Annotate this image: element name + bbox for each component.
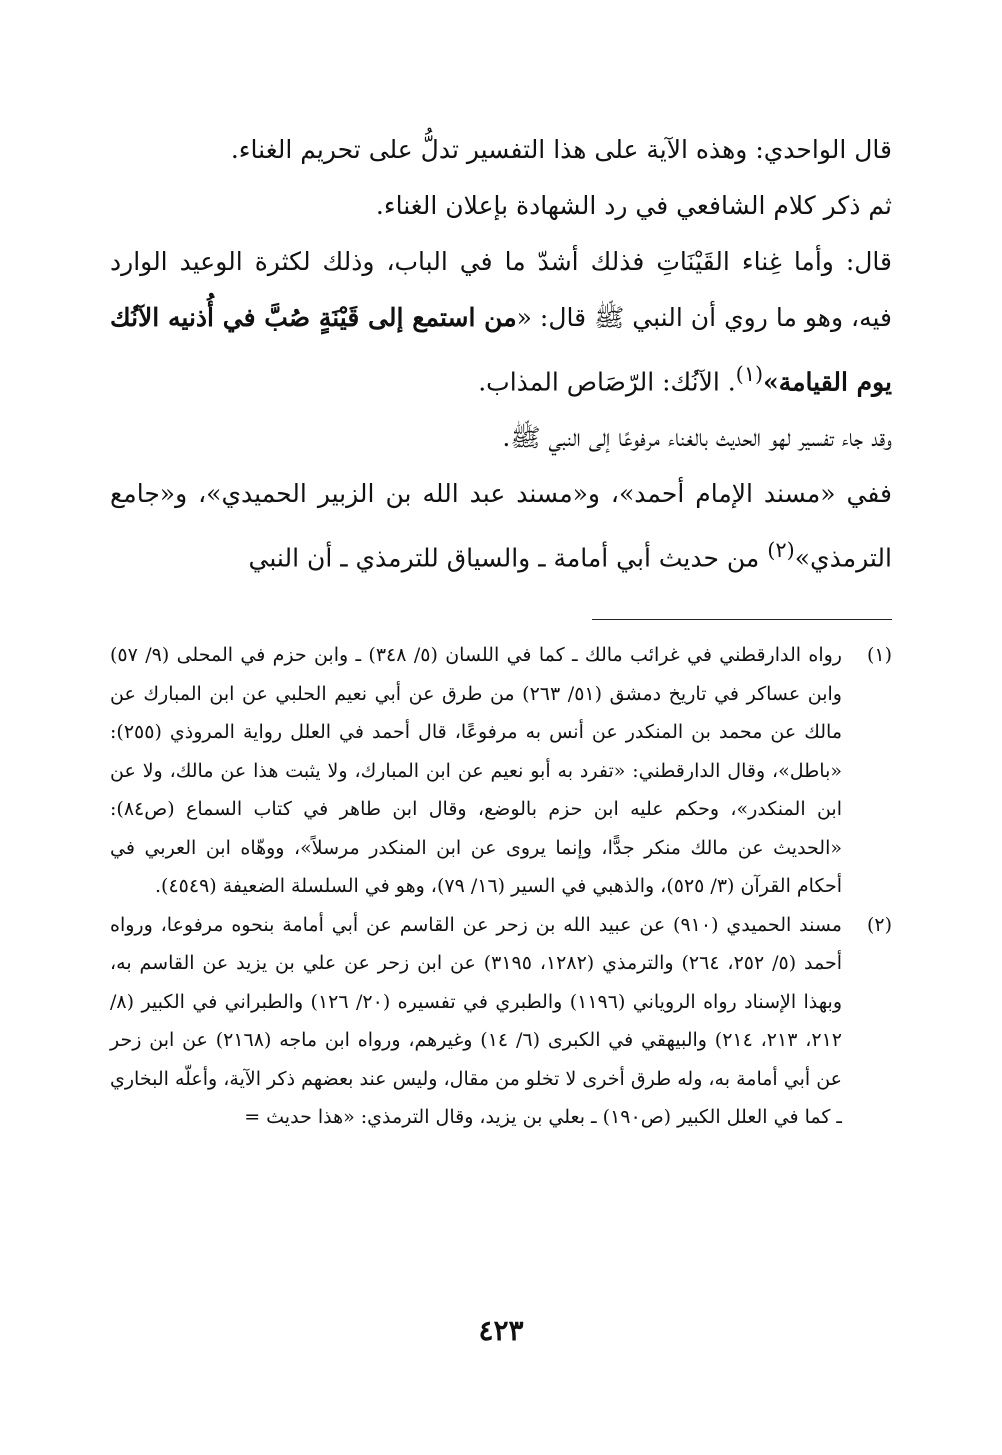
page-number: ٤٢٣ <box>478 1314 524 1347</box>
paragraph-3-start: قال: وأما غِناء القَيْنَاتِ فذلك أشدّ ما في الباب، وذلك لكثرة الوعيد الوارد فيه، وهو ما روي أن النبي ﷺ قال: « <box>110 247 892 332</box>
paragraph-2: ثم ذكر كلام الشافعي في رد الشهادة بإعلان الغناء. <box>375 191 892 220</box>
footnote-text: رواه الدارقطني في غرائب مالك ـ كما في اللسان (٥/ ٣٤٨) ـ وابن حزم في المحلى (٩/ ٥٧) وابن عساكر في تاريخ دمشق (٥١/ ٢٦٣) من طرق عن أبي نعيم الحلبي عن ابن المبارك عن مالك عن محمد بن المنكدر عن أنس به مرفوعًا، قال أحمد في العلل رواية المروذي (٢٥٥): «باطل»، وقال الدارقطني: «تفرد به أبو نعيم عن ابن المبارك، ولا يثبت هذا عن مالك، ولا عن ابن المنكدر»، وحكم عليه ابن حزم بالوضع، وقال ابن طاهر في كتاب السماع (ص٨٤): «الحديث عن مالك منكر جدًّا، وإنما يروى عن ابن المنكدر مرسلاً»، ووهّاه ابن العربي في أحكام القرآن (٣/ ٥٢٥)، والذهبي في السير (١٦/ ٧٩)، وهو في السلسلة الضعيفة (٤٥٤٩). <box>110 644 842 897</box>
footnote-separator <box>592 619 892 620</box>
footnote-2 <box>110 906 892 1137</box>
paragraph-3-end: . الآنُك: الرّصَاص المذاب. <box>478 367 736 397</box>
main-text <box>110 122 892 587</box>
paragraph-5-end: من حديث أبي أمامة ـ والسياق للترمذي ـ أن النبي <box>248 543 768 573</box>
hadith-quote: من استمع إلى قَيْنَةٍ صُبَّ في أُذنيه الآنُك يوم القيامة <box>110 303 892 397</box>
footnotes <box>110 636 892 1137</box>
footnote-ref-1[interactable]: (١) <box>735 362 764 386</box>
quote-close: » <box>763 367 779 397</box>
paragraph-4: وقد جاء تفسير لهو الحديث بالغناء مرفوعًا إلى النبي ﷺ. <box>502 423 892 453</box>
paragraph-5-start: ففي «مسند الإمام أحمد»، و«مسند عبد الله بن الزبير الحميدي»، و«جامع الترمذي» <box>110 479 892 573</box>
footnote-1 <box>110 636 892 906</box>
footnote-text: مسند الحميدي (٩١٠) عن عبيد الله بن زحر عن القاسم عن أبي أمامة بنحوه مرفوعا، ورواه أحمد (٥/ ٢٥٢، ٢٦٤) والترمذي (١٢٨٢، ٣١٩٥) عن ابن زحر عن علي بن يزيد عن القاسم به، وبهذا الإسناد رواه الروياني (١١٩٦) والطبري في تفسيره (٢٠/ ١٢٦) والطبراني في الكبير (٨/ ٢١٢، ٢١٣، ٢١٤) والبيهقي في الكبرى (٦/ ١٤) وغيرهم، ورواه ابن ماجه (٢١٦٨) عن ابن زحر عن أبي أمامة به، وله طرق أخرى لا تخلو من مقال، وليس عند بعضهم ذكر الآية، وأعلّه البخاري ـ كما في العلل الكبير (ص١٩٠) ـ بعلي بن يزيد، وقال الترمذي: «هذا حديث = <box>110 913 843 1128</box>
footnote-ref-2[interactable]: (٢) <box>767 538 795 563</box>
footnote-number: (١) <box>866 644 892 666</box>
paragraph-1: قال الواحدي: وهذه الآية على هذا التفسير تدلُّ على تحريم الغناء. <box>230 135 892 164</box>
paragraph-3 <box>110 234 892 410</box>
paragraph-5 <box>110 466 892 586</box>
footnote-number: (٢) <box>866 913 892 936</box>
